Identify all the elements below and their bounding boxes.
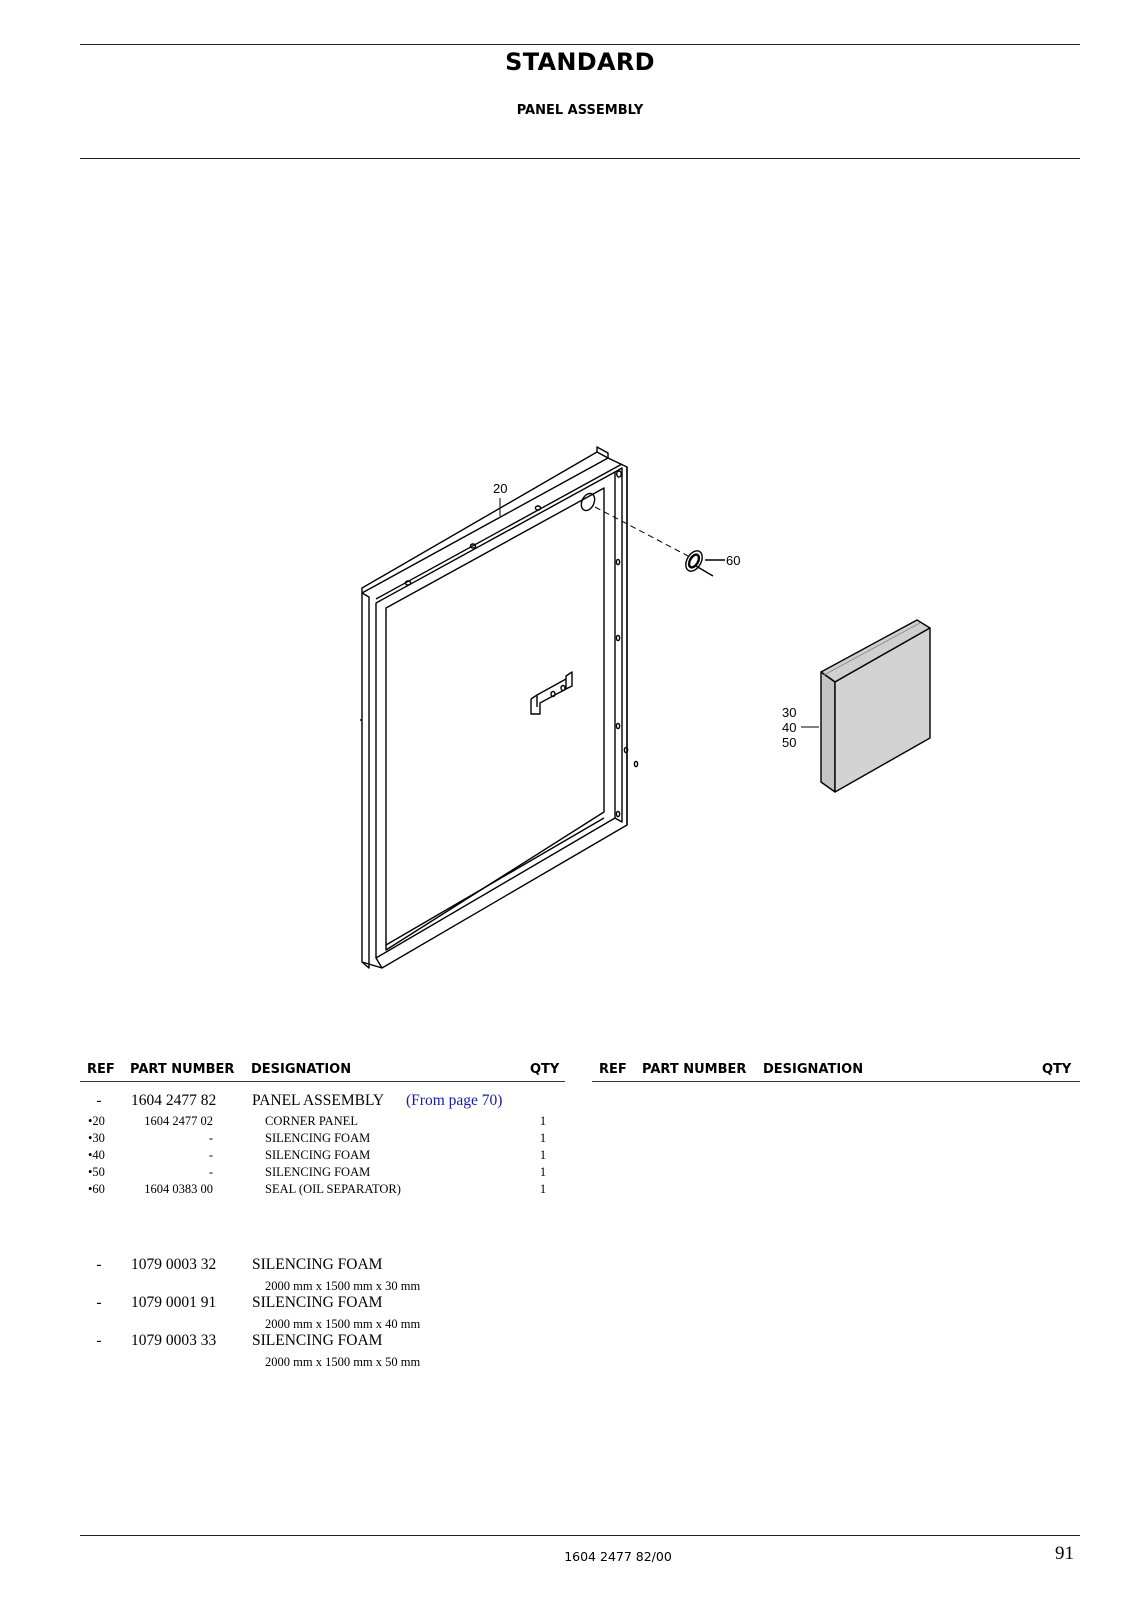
col-header-part-number: PART NUMBER bbox=[130, 1062, 235, 1077]
main-row-ref: - bbox=[96, 1092, 102, 1109]
col-header-ref: REF bbox=[87, 1062, 115, 1077]
footer-document-number: 1604 2477 82/00 bbox=[564, 1549, 672, 1564]
main-row-designation: PANEL ASSEMBLY bbox=[252, 1092, 385, 1109]
foam-row-designation: SILENCING FOAM bbox=[252, 1294, 383, 1311]
footer-rule bbox=[80, 1535, 1080, 1536]
col-header-qty: QTY bbox=[530, 1062, 560, 1077]
col-header-ref-right: REF bbox=[599, 1062, 627, 1077]
foam-row-part-number: 1079 0003 32 bbox=[131, 1256, 217, 1273]
sub-row-ref: •40 bbox=[88, 1148, 105, 1162]
callout-50: 50 bbox=[782, 735, 797, 750]
sub-row-designation: SILENCING FOAM bbox=[265, 1165, 371, 1179]
footer-page-number: 91 bbox=[1055, 1543, 1074, 1564]
silencing-foam-block bbox=[821, 620, 930, 792]
sub-row-designation: SEAL (OIL SEPARATOR) bbox=[265, 1182, 401, 1196]
sub-row-qty: 1 bbox=[539, 1182, 547, 1196]
sub-row-part-number: 1604 0383 00 bbox=[144, 1182, 213, 1196]
sub-row-part-number: 1604 2477 02 bbox=[144, 1114, 213, 1128]
sub-row-designation: SILENCING FOAM bbox=[265, 1131, 371, 1145]
sub-row-ref: •50 bbox=[88, 1165, 105, 1179]
callout-60: 60 bbox=[726, 553, 741, 568]
sub-row-ref: •20 bbox=[88, 1114, 105, 1128]
sub-row-part-number: - bbox=[208, 1148, 213, 1162]
from-page-link[interactable]: (From page 70) bbox=[406, 1092, 503, 1109]
foam-row-designation: SILENCING FOAM bbox=[252, 1332, 383, 1349]
col-header-part-number-right: PART NUMBER bbox=[642, 1062, 747, 1077]
foam-row-part-number: 1079 0001 91 bbox=[131, 1294, 217, 1311]
page-title: STANDARD bbox=[505, 48, 655, 76]
foam-row-designation: SILENCING FOAM bbox=[252, 1256, 383, 1273]
seal-oil-separator bbox=[682, 548, 725, 576]
foam-row-part-number: 1079 0003 33 bbox=[131, 1332, 217, 1349]
sub-row-ref: •30 bbox=[88, 1131, 105, 1145]
table-left-header-rule bbox=[80, 1081, 565, 1082]
corner-panel-frame bbox=[360, 447, 638, 968]
col-header-designation: DESIGNATION bbox=[251, 1062, 352, 1077]
foam-row-dimensions: 2000 mm x 1500 mm x 40 mm bbox=[265, 1317, 421, 1331]
foam-row-ref: - bbox=[96, 1256, 102, 1273]
foam-row-dimensions: 2000 mm x 1500 mm x 50 mm bbox=[265, 1355, 421, 1369]
callout-40: 40 bbox=[782, 720, 797, 735]
sub-row-qty: 1 bbox=[539, 1165, 547, 1179]
foam-row-ref: - bbox=[96, 1294, 102, 1311]
callout-30: 30 bbox=[782, 705, 797, 720]
sub-row-qty: 1 bbox=[539, 1131, 547, 1145]
table-right-header-rule bbox=[592, 1081, 1080, 1082]
sub-row-ref: •60 bbox=[88, 1182, 105, 1196]
sub-row-qty: 1 bbox=[539, 1148, 547, 1162]
sub-row-qty: 1 bbox=[539, 1114, 547, 1128]
foam-row-dimensions: 2000 mm x 1500 mm x 30 mm bbox=[265, 1279, 421, 1293]
main-row-part-number: 1604 2477 82 bbox=[131, 1092, 217, 1109]
sub-row-part-number: - bbox=[208, 1131, 213, 1145]
foam-row-ref: - bbox=[96, 1332, 102, 1349]
col-header-qty-right: QTY bbox=[1042, 1062, 1072, 1077]
sub-row-designation: SILENCING FOAM bbox=[265, 1148, 371, 1162]
col-header-designation-right: DESIGNATION bbox=[763, 1062, 864, 1077]
sub-row-part-number: - bbox=[208, 1165, 213, 1179]
callout-20: 20 bbox=[493, 481, 508, 496]
page-subtitle: PANEL ASSEMBLY bbox=[516, 103, 644, 118]
sub-row-designation: CORNER PANEL bbox=[265, 1114, 358, 1128]
